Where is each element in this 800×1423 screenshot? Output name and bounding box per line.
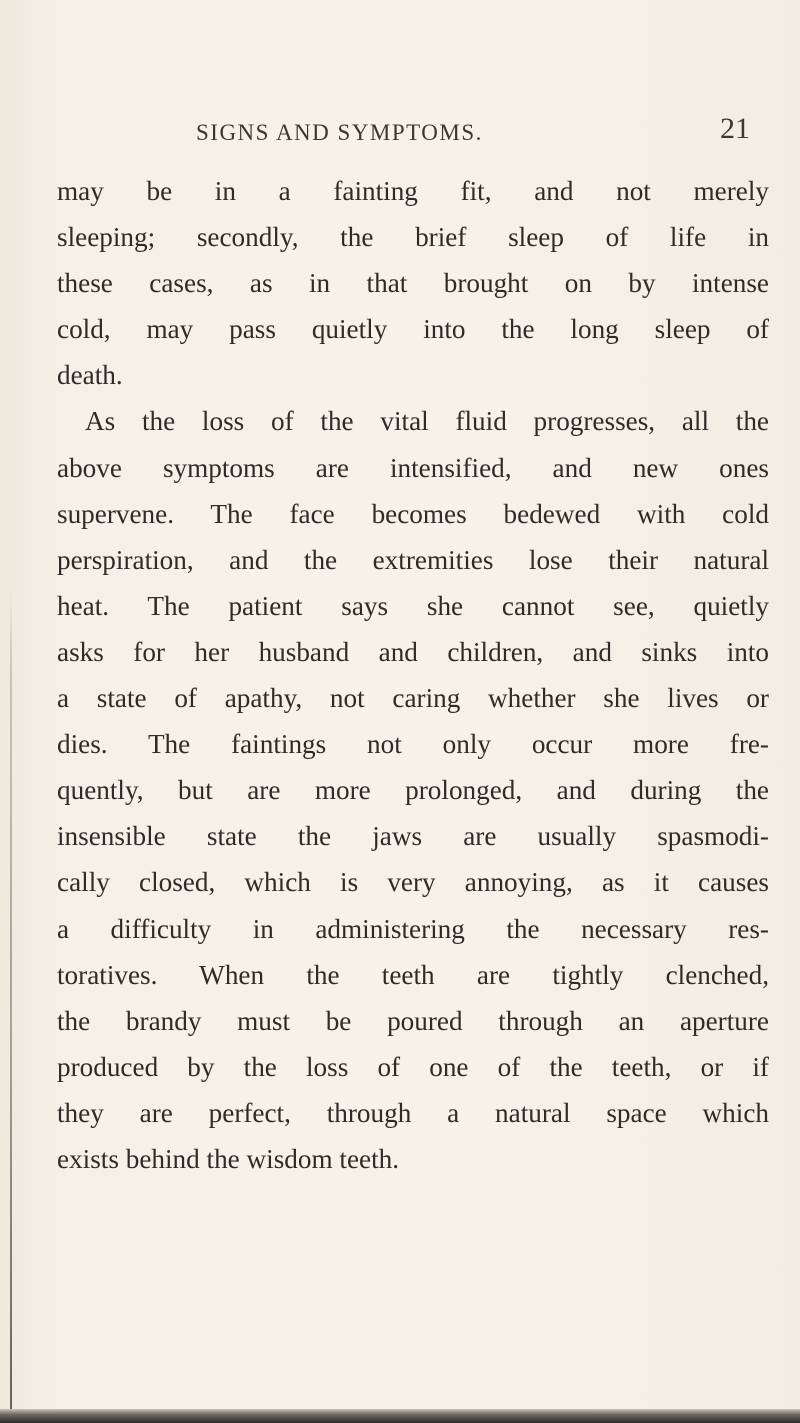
text-line: may be in a fainting fit, and not merely (57, 176, 769, 206)
text-line: a state of apathy, not caring whether she lives or (57, 683, 769, 714)
running-title: SIGNS AND SYMPTOMS. (196, 120, 483, 145)
text-line: cold, may pass quietly into the long sleep of (57, 314, 769, 345)
text-line: produced by the loss of one of the teeth, or if (57, 1051, 769, 1082)
page-bottom-edge (0, 1409, 800, 1423)
text-line: toratives. When the teeth are tightly clenched, (57, 959, 769, 990)
text-line: As the loss of the vital fluid progresses, all the (85, 406, 769, 437)
text-line: perspiration, and the extremities lose their natural (57, 544, 769, 575)
text-line: a difficulty in administering the necessary res- (57, 913, 769, 944)
text-line: supervene. The face becomes bedewed with cold (57, 498, 769, 529)
text-line: above symptoms are intensified, and new ones (57, 452, 769, 483)
text-line: these cases, as in that brought on by intense (57, 268, 769, 299)
text-line: the brandy must be poured through an aperture (57, 1005, 769, 1036)
text-line: exists behind the wisdom teeth. (57, 1143, 400, 1174)
page-number: 21 (720, 112, 750, 145)
text-line: dies. The faintings not only occur more fre- (57, 729, 769, 760)
text-line: insensible state the jaws are usually spasmodi- (57, 821, 769, 852)
text-line: asks for her husband and children, and sinks into (57, 636, 769, 667)
text-line: cally closed, which is very annoying, as it causes (57, 867, 769, 898)
text-line: they are perfect, through a natural space which (57, 1097, 769, 1128)
text-line: death. (57, 360, 123, 391)
body-text (57, 168, 769, 1182)
page-gutter-shadow (10, 590, 12, 1410)
text-line: heat. The patient says she cannot see, quietly (57, 590, 769, 621)
text-line: quently, but are more prolonged, and during the (57, 775, 769, 806)
text-line: sleeping; secondly, the brief sleep of life in (57, 222, 769, 253)
